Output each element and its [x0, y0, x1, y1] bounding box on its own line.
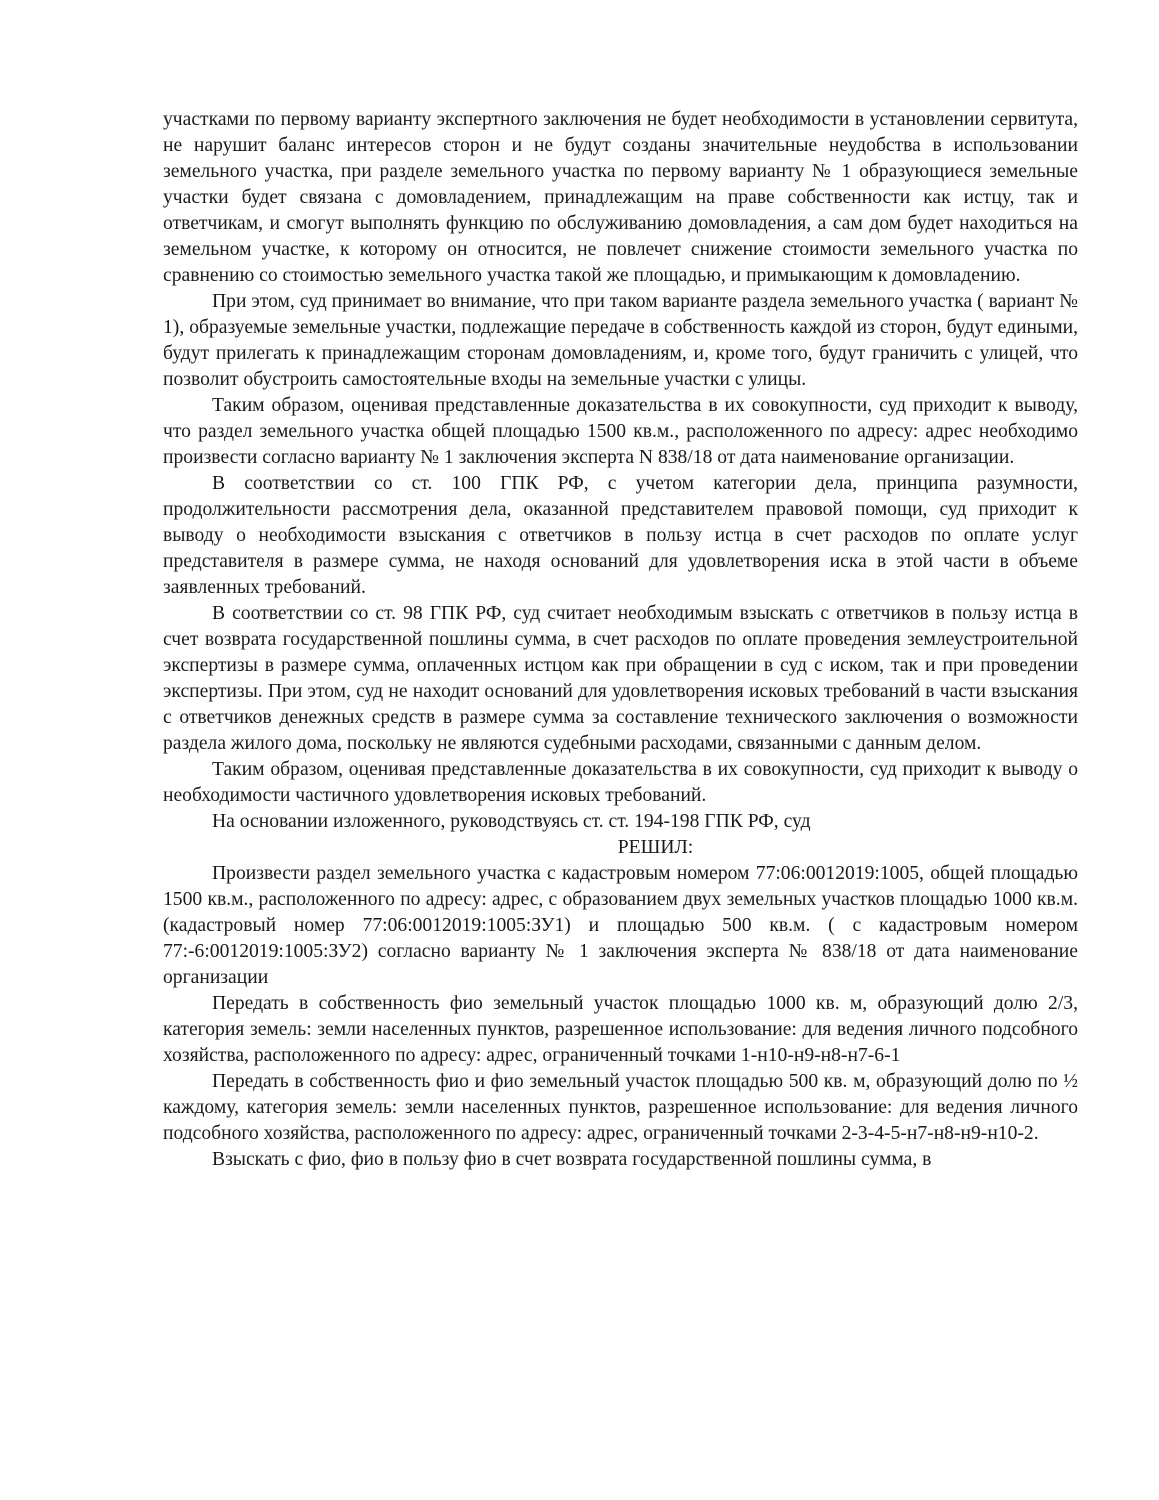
- decision-item-division: Произвести раздел земельного участка с кадастровым номером 77:06:0012019:1005, общей площадью 1500 кв.м., расположенного по адресу: адрес, с образованием двух земельных участков площадью 1000 кв.м. (кадастровый номер 77:06:0012019:1005:ЗУ1) и площадью 500 кв.м. ( с кадастровым номером 77:-6:0012019:1005:ЗУ2) согласно варианту № 1 заключения эксперта № 838/18 от дата наименование организации: [163, 863, 1078, 988]
- paragraph-partial-satisfaction: Таким образом, оценивая представленные доказательства в их совокупности, суд приходит к выводу о необходимости частичного удовлетворения исковых требований.: [163, 759, 1078, 806]
- paragraph-representative-costs: В соответствии со ст. 100 ГПК РФ, с учетом категории дела, принципа разумности, продолжительности рассмотрения дела, оказанной представителем правовой помощи, суд приходит к выводу о необходимости взыскания с ответчиков в пользу истца в счет расходов по оплате услуг представителя в размере сумма, не находя оснований для удовлетворения иска в этой части в объеме заявленных требований.: [163, 473, 1078, 598]
- paragraph-easement-conclusion: участками по первому варианту экспертного заключения не будет необходимости в установлении сервитута, не нарушит баланс интересов сторон и не будут созданы значительные неудобства в использовании земельного участка, при разделе земельного участка по первому варианту № 1 образующиеся земельные участки будет связана с домовладением, принадлежащим на праве собственности как истцу, так и ответчикам, и смогут выполнять функцию по обслуживанию домовладения, а сам дом будет находиться на земельном участке, к которому он относится, не повлечет снижение стоимости земельного участка по сравнению со стоимостью земельного участка такой же площадью, и примыкающим к домовладению.: [163, 109, 1078, 286]
- decision-item-transfer-second: Передать в собственность фио и фио земельный участок площадью 500 кв. м, образующий долю по ½ каждому, категория земель: земли населенных пунктов, разрешенное использование: для ведения личного подсобного хозяйства, расположенного по адресу: адрес, ограниченный точками 2-3-4-5-н7-н8-н9-н10-2.: [163, 1071, 1078, 1144]
- decision-heading: РЕШИЛ:: [617, 837, 694, 858]
- paragraph-division-conclusion: Таким образом, оценивая представленные доказательства в их совокупности, суд приходит к выводу, что раздел земельного участка общей площадью 1500 кв.м., расположенного по адресу: адрес необходимо произвести согласно варианту № 1 заключения эксперта N 838/18 от дата наименование организации.: [163, 395, 1078, 468]
- paragraph-legal-basis: На основании изложенного, руководствуясь ст. ст. 194-198 ГПК РФ, суд: [212, 811, 811, 832]
- decision-item-transfer-first: Передать в собственность фио земельный участок площадью 1000 кв. м, образующий долю 2/3, категория земель: земли населенных пунктов, разрешенное использование: для ведения личного подсобного хозяйства, расположенного по адресу: адрес, ограниченный точками 1-н10-н9-н8-н7-6-1: [163, 993, 1078, 1066]
- decision-item-recover-duty: Взыскать с фио, фио в пользу фио в счет возврата государственной пошлины сумма, в: [212, 1149, 932, 1170]
- paragraph-state-duty: В соответствии со ст. 98 ГПК РФ, суд считает необходимым взыскать с ответчиков в пользу истца в счет возврата государственной пошлины сумма, в счет расходов по оплате проведения землеустроительной экспертизы в размере сумма, оплаченных истцом как при обращении в суд с иском, так и при проведении экспертизы. При этом, суд не находит оснований для удовлетворения исковых требований в части взыскания с ответчиков денежных средств в размере сумма за составление технического заключения о возможности раздела жилого дома, поскольку не являются судебными расходами, связанными с данным делом.: [163, 603, 1078, 754]
- paragraph-court-considers: При этом, суд принимает во внимание, что при таком варианте раздела земельного участка ( вариант № 1), образуемые земельные участки, подлежащие передаче в собственность каждой из сторон, будут едиными, будут прилегать к принадлежащим сторонам домовладениям, и, кроме того, будут граничить с улицей, что позволит обустроить самостоятельные входы на земельные участки с улицы.: [163, 291, 1078, 390]
- document-page: [163, 107, 1078, 1173]
